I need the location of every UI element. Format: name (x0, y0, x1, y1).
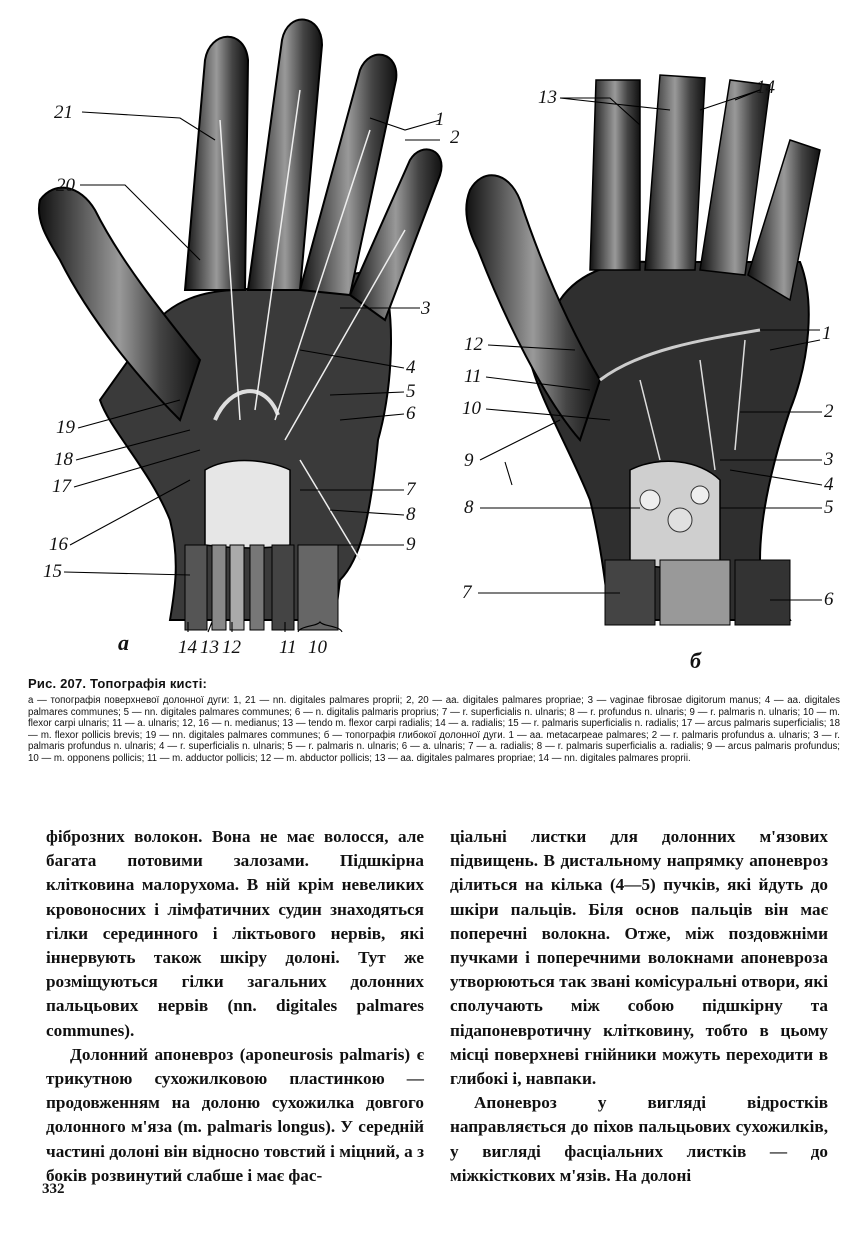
label-b-4: 4 (824, 474, 834, 495)
label-b-13: 13 (538, 87, 557, 108)
label-b-12: 12 (464, 334, 483, 355)
label-a-20: 20 (56, 175, 75, 196)
caption-text: а — топографія поверхневої долонної дуги: 1, 21 — nn. digitales palmares proprii; 2, 20 — aa. digitales palmares propriae; 3 — vaginae fibrosae digitorum manus; 4 — aa. digitales palmares communes; 5 — nn. digitales palmares communes; 6 — n. digitalis palmaris proprius; 7 — r. superficialis n. ulnaris; 8 — r. profundus n. ulnaris; 9 — r. palmaris n. ulnaris; 10 — m. flexor carpi ulnaris; 11 — a. ulnaris; 12, 16 — n. medianus; 13 — tendo m. flexor carpi radialis; 14 — a. radialis; 15 — r. palmaris superficialis n. radialis; 17 — arcus palmaris superficialis; 18 — m. flexor pollicis brevis; 19 — nn. digitales palmares communes; б — топографія глибокої долонної дуги. 1 — aa. metacarpeae palmares; 2 — r. palmaris profundus a. ulnaris; 3 — r. palmaris profundus n. ulnaris; 4 — r. superficialis n. ulnaris; 5 — r. palmaris n. ulnaris; 6 — a. ulnaris; 7 — a. radialis; 8 — r. palmaris superficialis a. radialis; 9 — arcus palmaris profundus; 10 — m. opponens pollicis; 11 — m. adductor pollicis; 12 — m. abductor pollicis; 13 — aa. digitales palmares propriae; 14 — nn. digitales palmares proprii. (28, 695, 840, 764)
label-a-18: 18 (54, 449, 73, 470)
label-a-13: 13 (200, 637, 219, 658)
label-a-1: 1 (435, 109, 445, 130)
label-a-14: 14 (178, 637, 197, 658)
text-column-left (46, 825, 424, 1188)
label-a-3: 3 (421, 298, 431, 319)
label-b-7: 7 (462, 582, 472, 603)
label-a-5: 5 (406, 381, 416, 402)
label-a-2: 2 (450, 127, 460, 148)
label-a-4: 4 (406, 357, 416, 378)
paragraph: ціальні листки для долонних м'язових підвищень. В дистальному напрямку апоневроз ділиться на кілька (4—5) пучків, які йдуть до шкіри пальців. Біля основ пальців він має поперечні волокна. Отже, між поздовжніми пучками і поперечними волокнами апоневроза утворюються так звані комісуральні отвори, які сполучають між собою підшкірну та підапоневротичну клітковину, тобто в цьому місці поверхневі гнійники можуть переходити в глибокі і, навпаки. (450, 827, 828, 1089)
label-b-3: 3 (824, 449, 834, 470)
label-b-5: 5 (824, 497, 834, 518)
label-b-6: 6 (824, 589, 834, 610)
figure-caption (28, 676, 840, 765)
hand-b-drawing (466, 75, 820, 625)
paragraph: фіброзних волокон. Вона не має волосся, але багата потовими залозами. Підшкірна клітковина малорухома. В ній крім невеликих кровоносних і лімфатичних судин знаходяться гілки серединного і ліктьового нервів, які іннервують також шкіру долоні. Тут же розміщуються гілки загальних долонних пальцьових нервів (nn. digitales palmares communes). (46, 827, 424, 1040)
label-a-9: 9 (406, 534, 416, 555)
page-number: 332 (42, 1181, 65, 1197)
label-a-7: 7 (406, 479, 416, 500)
label-b-1: 1 (822, 323, 832, 344)
label-a-8: 8 (406, 504, 416, 525)
label-a-12: 12 (222, 637, 241, 658)
label-b-8: 8 (464, 497, 474, 518)
hand-a-drawing (39, 20, 442, 630)
label-a-6: 6 (406, 403, 416, 424)
caption-title: Рис. 207. Топографія кисті: (28, 676, 208, 691)
text-column-right (450, 825, 828, 1188)
label-b-10: 10 (462, 398, 481, 419)
label-a-17: 17 (52, 476, 71, 497)
label-b-2: 2 (824, 401, 834, 422)
label-a-19: 19 (56, 417, 75, 438)
label-b-11: 11 (464, 366, 482, 387)
label-b-14: 14 (756, 77, 775, 98)
label-a-16: 16 (49, 534, 68, 555)
label-a-21: 21 (54, 102, 73, 123)
panel-label-b: б (690, 648, 701, 673)
paragraph: Апоневроз у вигляді відростків направляється до піхов пальцьових сухожилків, у вигляді фасціальних листків — до міжкісткових м'язів. На долоні (450, 1093, 828, 1185)
label-a-11: 11 (279, 637, 297, 658)
label-a-15: 15 (43, 561, 62, 582)
paragraph: Долонний апоневроз (aponeurosis palmaris) є трикутною сухожилковою пластинкою — продовженням на долоню сухожилка довгого долонного м'яза (m. palmaris longus). У середній частині долоні він відносно товстий і міцний, а з боків розвинутий слабше і має фас- (46, 1044, 424, 1185)
label-b-9: 9 (464, 450, 474, 471)
panel-label-a: а (118, 630, 129, 655)
label-a-10: 10 (308, 637, 327, 658)
